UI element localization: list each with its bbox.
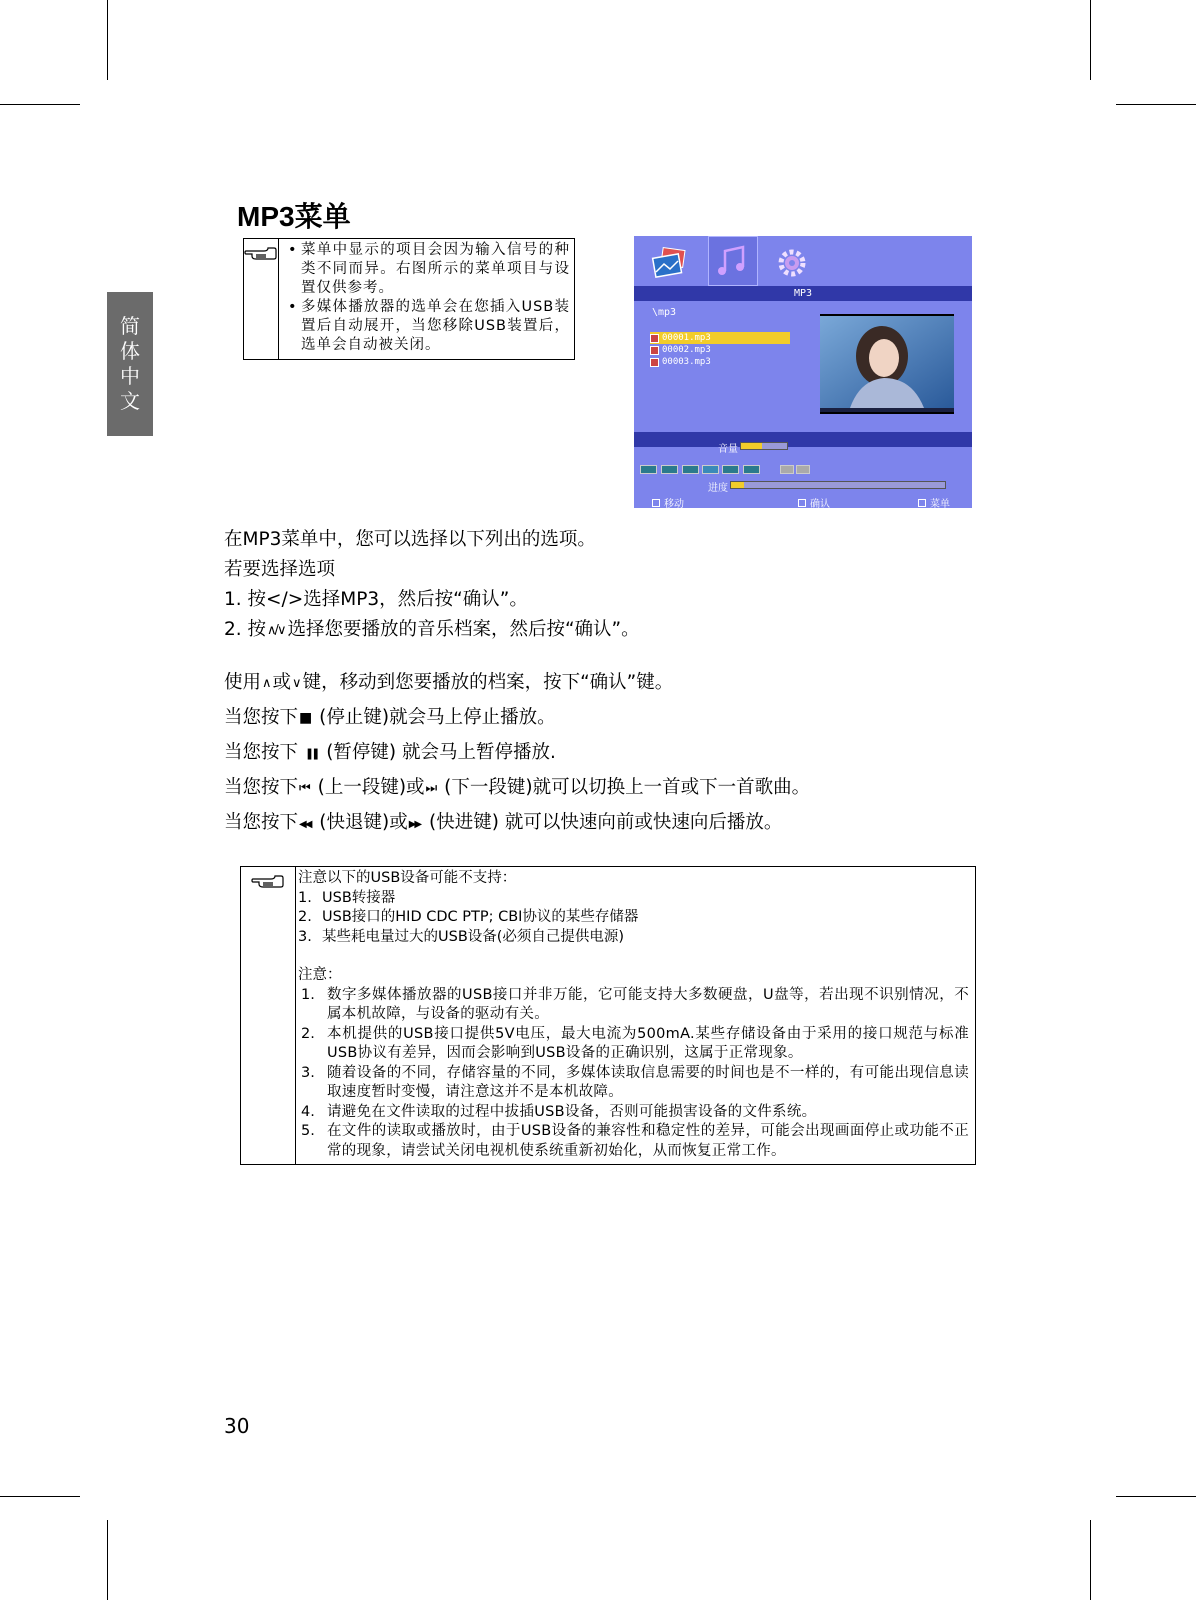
language-side-tab — [107, 292, 153, 436]
file-icon — [650, 346, 659, 355]
crop-mark — [1090, 0, 1091, 80]
rewind-button[interactable] — [640, 465, 657, 474]
usage-line: 使用∧ 或∨ 键，移动到您要播放的档案，按下“确认”键。 — [224, 672, 674, 693]
step-2: 2. 按∧/∨ 选择您要播放的音乐档案，然后按“确认”。 — [224, 619, 640, 640]
osd-file-item[interactable]: 00001.mp3 — [650, 332, 790, 344]
note-item: • 菜单中显示的项目会因为输入信号的种类不同而异。右图所示的菜单项目与设置仅供参考。 — [301, 241, 570, 298]
crop-mark — [107, 0, 108, 80]
stop-button[interactable] — [702, 465, 719, 474]
pointing-hand-icon — [244, 245, 278, 261]
crop-mark — [1116, 1496, 1196, 1497]
music-icon — [708, 236, 758, 286]
footer-confirm: 确认 — [798, 495, 830, 508]
album-art-image — [820, 314, 954, 414]
osd-title-bar: MP3 — [634, 286, 972, 301]
note-item: • 多媒体播放器的选单会在您插入USB装置后自动展开，当您移除USB装置后，选单会自动被关闭。 — [301, 298, 570, 355]
progress-slider[interactable] — [730, 481, 946, 489]
unsupported-item: 2. USB接口的HID CDC PTP; CBI协议的某些存储器 — [298, 909, 639, 925]
notice-item: 4. 请避免在文件读取的过程中拔插USB设备，否则可能损害设备的文件系统。 — [301, 1103, 817, 1120]
crop-mark — [0, 104, 80, 105]
note-box-usb-compatibility — [240, 866, 976, 1165]
previous-track-icon: ⏮ — [299, 781, 309, 796]
side-tab-char: 文 — [120, 389, 140, 413]
osd-control-bar — [634, 432, 972, 447]
stop-icon: ■ — [299, 710, 311, 726]
progress-fill — [731, 482, 744, 488]
footer-move: 移动 — [652, 495, 684, 508]
fast-forward-icon: ▶▶ — [408, 819, 421, 830]
osd-file-item[interactable]: 00003.mp3 — [650, 356, 790, 368]
mp3-osd-screenshot — [634, 236, 972, 508]
footer-menu: 菜单 — [918, 495, 950, 508]
pause-line: 当您按下 ❚❚ (暂停键) 就会马上暂停播放. — [224, 742, 556, 763]
notice-item: 2. 本机提供的USB接口提供5V电压，最大电流为500mA.某些存储设备由于采用的接口规范与标准USB协议有差异，因而会影响到USB设备的正确识别，这属于正常现象。 — [301, 1025, 969, 1061]
eq-button[interactable] — [796, 465, 810, 474]
up-arrow-icon: ∧ — [262, 676, 270, 691]
step-1: 1. 按</>选择MP3，然后按“确认”。 — [224, 589, 528, 610]
page-title: MP3菜单 — [237, 201, 351, 232]
file-icon — [650, 358, 659, 367]
notice-item: 1. 数字多媒体播放器的USB接口并非万能，它可能支持大多数硬盘，U盘等，若出现不识别情况，不属本机故障，与设备的驱动有关。 — [301, 986, 969, 1022]
stop-line: 当您按下■ (停止键)就会马上停止播放。 — [224, 707, 556, 728]
up-down-arrow-icon: ∧/∨ — [267, 623, 285, 638]
osd-folder-path: \mp3 — [652, 307, 677, 318]
crop-mark — [107, 1520, 108, 1600]
next-track-icon: ⏭ — [425, 781, 436, 796]
repeat-button[interactable] — [780, 465, 794, 474]
enter-key-icon — [652, 499, 660, 507]
menu-key-icon — [918, 499, 926, 507]
volume-fill — [741, 443, 762, 449]
unsupported-item: 3. 某些耗电量过大的USB设备(必须自己提供电源) — [298, 928, 625, 945]
progress-label: 进度 — [708, 483, 728, 494]
page-number: 30 — [224, 1414, 250, 1438]
pointing-hand-icon — [251, 873, 285, 889]
crop-mark — [1090, 1520, 1091, 1600]
notice-item: 5. 在文件的读取或播放时，由于USB设备的兼容性和稳定性的差异，可能会出现画面停止或功能不正常的现象，请尝试关闭电视机使系统重新初始化，从而恢复正常工作。 — [301, 1123, 969, 1159]
down-arrow-icon: ∨ — [292, 676, 300, 691]
unsupported-item: 1. USB转接器 — [298, 889, 396, 906]
skip-line: 当您按下⏮ (上一段键)或⏭ (下一段键)就可以切换上一首或下一首歌曲。 — [224, 777, 811, 798]
next-button[interactable] — [743, 465, 760, 474]
intro-text: 在MP3菜单中，您可以选择以下列出的选项。 — [224, 529, 596, 550]
select-heading: 若要选择选项 — [224, 559, 336, 580]
notice-item: 3. 随着设备的不同，存储容量的不同，多媒体读取信息需要的时间也是不一样的，有可能出现信息读取速度暂时变慢，请注意这并不是本机故障。 — [301, 1064, 969, 1100]
osd-file-item[interactable]: 00002.mp3 — [650, 344, 790, 356]
volume-label: 音量 — [718, 444, 738, 455]
side-tab-char: 简 — [120, 314, 140, 338]
photo-icon — [650, 246, 690, 280]
fast-forward-button[interactable] — [661, 465, 678, 474]
file-icon — [650, 334, 659, 343]
previous-button[interactable] — [722, 465, 739, 474]
seek-line: 当您按下◀◀ (快退键)或▶▶ (快进键) 就可以快速向前或快速向后播放。 — [224, 812, 783, 833]
confirm-key-icon — [798, 499, 806, 507]
notice-heading: 注意： — [298, 967, 342, 983]
volume-slider[interactable] — [740, 442, 788, 450]
play-pause-button[interactable] — [682, 465, 699, 474]
note-box-menu-info — [243, 238, 575, 360]
rewind-icon: ◀◀ — [299, 819, 311, 830]
crop-mark — [1116, 104, 1196, 105]
unsupported-heading: 注意以下的USB设备可能不支持： — [298, 870, 517, 886]
side-tab-char: 体 — [120, 339, 140, 363]
crop-mark — [0, 1496, 80, 1497]
side-tab-char: 中 — [120, 364, 140, 388]
gear-icon — [772, 246, 812, 280]
pause-icon: ❚❚ — [304, 747, 318, 760]
